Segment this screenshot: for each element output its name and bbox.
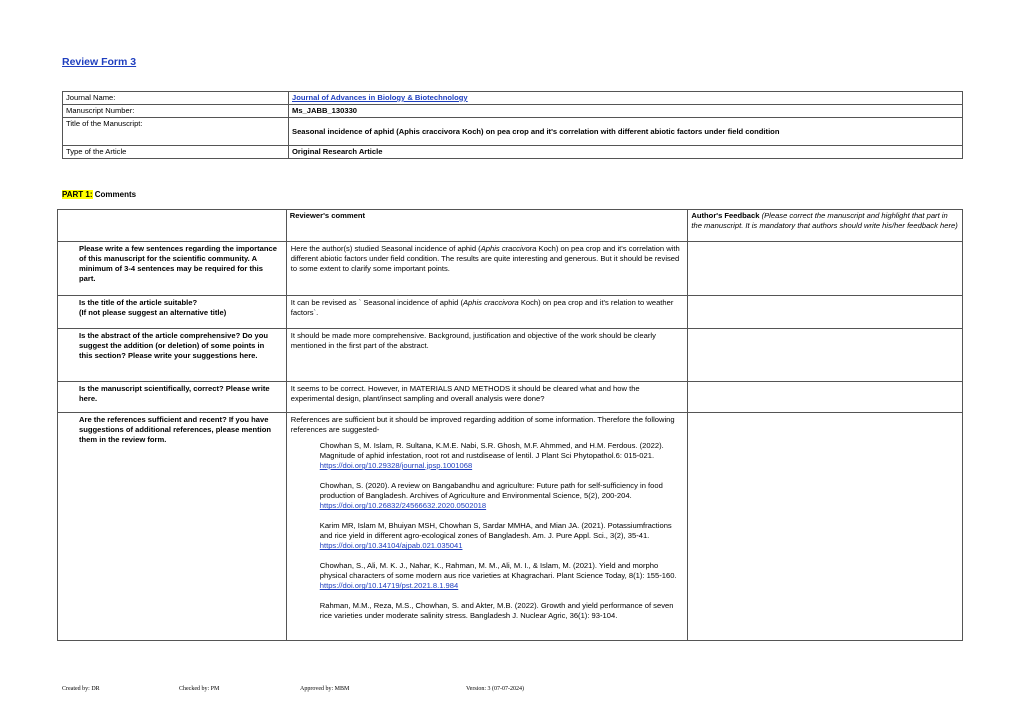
reference-link[interactable]: https://doi.org/10.14719/pst.2021.8.1.984: [319, 581, 459, 591]
footer-checked-by: Checked by: PM: [179, 686, 220, 692]
reference-text: Rahman, M.M., Reza, M.S., Chowhan, S. and Akter, M.B. (2022). Growth and yield performance of seven rice varieties under moderate salinity stress. Bangladesh J. Nuclear Agric, 36(1): 93-104.: [319, 601, 674, 621]
comment-importance-post: Koch) on pea crop and it's correlation with different abiotic factors under field condition. The results are quite interesting and generous. But it should be revised to some extent to clarify some important points.: [290, 244, 680, 274]
footer-created-by: Created by: DR: [62, 686, 100, 692]
reference-text: Chowhan, S. (2020). A review on Bangabandhu and agriculture: Future path for self-sufficiency in food production of Bangladesh. Archives of Agriculture and Environmental Science, 5(2), 200-204.: [319, 481, 663, 501]
author-feedback-note: (Please correct the manuscript and highlight that part in the manuscript. It is mandatory that authors should write his/her feedback here): [691, 211, 958, 231]
row-references: [58, 413, 963, 641]
manuscript-number-row: [63, 105, 963, 118]
reference-text: Chowhan S, M. Islam, R. Sultana, K.M.E. Nabi, S.R. Ghosh, M.F. Ahmmed, and H.M. Ferdous. (2022). Magnitude of aphid infestation, root rot and rustdisease of lentil. J Plant Sci Phytopathol.6: 015-021.: [319, 441, 664, 461]
comments-table: [57, 209, 963, 641]
reference-text: Karim MR, Islam M, Bhuiyan MSH, Chowhan S, Sardar MMHA, and Mian JA. (2021). Potassiumfractions and rice yield in different agro-ecological zones of Bangladesh. Am. J. Pure Appl. Sci., 3(2), 35-41.: [319, 521, 672, 541]
journal-name-row: [63, 92, 963, 105]
comment-importance-pre: Here the author(s) studied Seasonal incidence of aphid (: [290, 244, 481, 253]
journal-name-label: Journal Name:: [63, 92, 289, 105]
part-heading: [62, 190, 136, 199]
manuscript-title-row: [63, 118, 963, 146]
reference-item: [320, 481, 684, 511]
manuscript-title-label: Title of the Manuscript:: [63, 118, 289, 146]
part-label: PART 1:: [62, 190, 93, 199]
header-blank-cell: [58, 210, 287, 242]
form-title: Review Form 3: [62, 56, 137, 68]
references-intro: References are sufficient but it should be improved regarding addition of some information. Therefore the following references are suggested-: [290, 415, 675, 435]
journal-name-cell: [289, 92, 963, 105]
footer-approved-by: Approved by: MBM: [300, 686, 350, 692]
question-abstract: Is the abstract of the article comprehensive? Do you suggest the addition (or deletion) of some points in this section? Please write your suggestions here.: [58, 329, 287, 382]
row-importance: [58, 242, 963, 296]
comment-importance: [286, 242, 688, 296]
question-importance: Please write a few sentences regarding the importance of this manuscript for the scientific community. A minimum of 3-4 sentences may be required for this part.: [58, 242, 287, 296]
manuscript-info-table: [62, 91, 963, 159]
article-type-row: [63, 146, 963, 159]
row-abstract: [58, 329, 963, 382]
author-feedback-title: Author's Feedback: [691, 211, 760, 220]
comment-scientific: It seems to be correct. However, in MATERIALS AND METHODS it should be cleared what and how the experimental design, plant/insect sampling and overall analysis were done?: [286, 382, 688, 413]
part-title: Comments: [92, 190, 137, 199]
article-type-label: Type of the Article: [63, 146, 289, 159]
footer-version: Version: 3 (07-07-2024): [466, 686, 524, 692]
manuscript-title-value: Seasonal incidence of aphid (Aphis craccivora Koch) on pea crop and it's correlation with different abiotic factors under field condition: [289, 118, 963, 146]
question-scientific: Is the manuscript scientifically, correct? Please write here.: [58, 382, 287, 413]
question-references: Are the references sufficient and recent? If you have suggestions of additional references, please mention them in the review form.: [58, 413, 287, 641]
comment-title-pre: It can be revised as ` Seasonal incidence of aphid (: [290, 298, 463, 307]
feedback-scientific[interactable]: [688, 382, 963, 413]
row-scientific: [58, 382, 963, 413]
reference-link[interactable]: https://doi.org/10.29328/journal.jpsp.1001068: [319, 461, 473, 471]
reference-item: [320, 601, 684, 621]
question-title: [58, 296, 287, 329]
journal-name-link[interactable]: Journal of Advances in Biology & Biotechnology: [292, 93, 468, 102]
reference-link[interactable]: https://doi.org/10.34104/ajpab.021.035041: [319, 541, 463, 551]
comment-title-post: Koch) on pea crop and it's relation to weather factors`.: [290, 298, 674, 318]
row-title: [58, 296, 963, 329]
reference-item: [320, 521, 684, 551]
reference-item: [320, 561, 684, 591]
article-type-value: Original Research Article: [289, 146, 963, 159]
manuscript-number-value: Ms_JABB_130330: [289, 105, 963, 118]
comment-abstract: It should be made more comprehensive. Background, justification and objective of the work should be clearly mentioned in the first part of the abstract.: [286, 329, 688, 382]
comment-title: [286, 296, 688, 329]
comment-references: [286, 413, 688, 641]
feedback-importance[interactable]: [688, 242, 963, 296]
reference-item: [320, 441, 684, 471]
question-title-text: Is the title of the article suitable? (If not please suggest an alternative title): [79, 298, 227, 318]
manuscript-number-label: Manuscript Number:: [63, 105, 289, 118]
reviewer-comment-header: Reviewer's comment: [286, 210, 688, 242]
reference-text: Chowhan, S., Ali, M. K. J., Nahar, K., Rahman, M. M., Ali, M. I., & Islam, M. (2021). Yield and morpho physical characters of some modern aus rice varieties at Khagrachari. Plant Science Today, 8(1): 155-160.: [319, 561, 677, 581]
comment-importance-species: Aphis craccivora: [480, 244, 537, 253]
reference-link[interactable]: https://doi.org/10.26832/24566632.2020.0502018: [319, 501, 487, 511]
feedback-references[interactable]: [688, 413, 963, 641]
comments-header-row: [58, 210, 963, 242]
feedback-title[interactable]: [688, 296, 963, 329]
author-feedback-header: [688, 210, 963, 242]
feedback-abstract[interactable]: [688, 329, 963, 382]
comment-title-species: Aphis craccivora: [462, 298, 519, 307]
